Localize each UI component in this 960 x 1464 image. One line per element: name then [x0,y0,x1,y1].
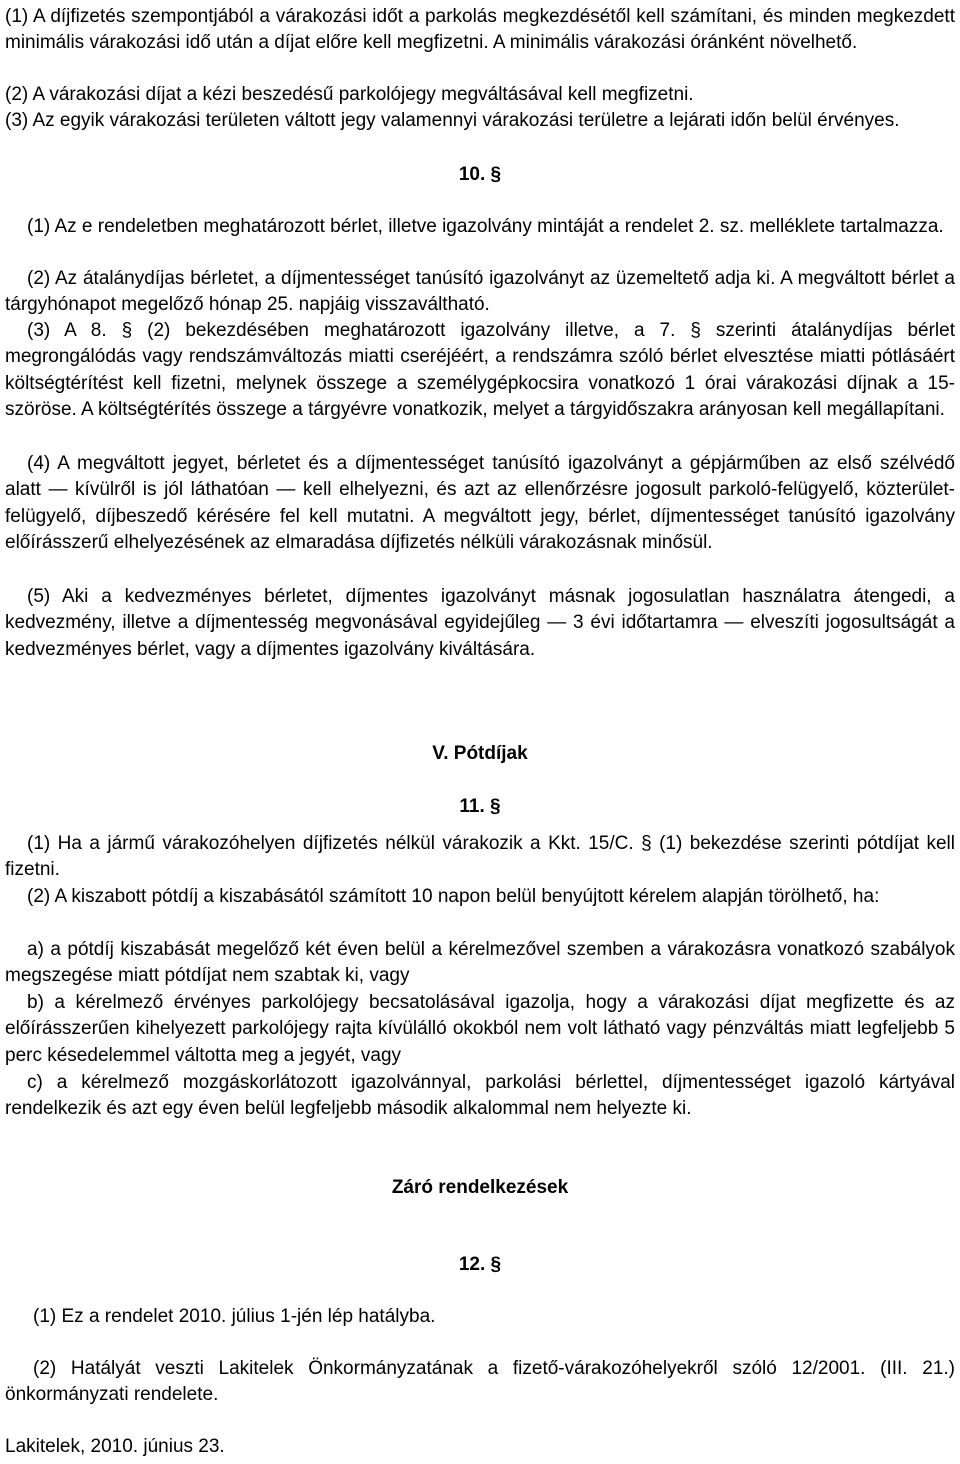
place-and-date: Lakitelek, 2010. június 23. [5,1436,225,1457]
sec10-para-3: (3) A 8. § (2) bekezdésében meghatározott igazolvány illetve, a 7. § szerinti átalánydíjas bérlet megrongálódás vagy rendszámváltozás miatti cseréjéért, a rendszámra szóló bérlet elvesztése miatti pótlásáért költségtérítést kell fizetni, melynek összege a személygépkocsira vonatkozó 1 órai várakozási díjnak a 15-szöröse. A költségtérítés összege a tárgyévre vonatkozik, melyet a tárgyidőszakra arányosan kell megállapítani. [5,320,955,421]
sec11-para-2: (2) A kiszabott pótdíj a kiszabásától számított 10 napon belül benyújtott kérelem alapján törölhető, ha: [27,886,880,907]
sec11-para-b: b) a kérelmező érvényes parkolójegy becsatolásával igazolja, hogy a várakozási díjat megfizette és az előírásszerűen kihelyezett parkolójegy rajta kívülálló okokból nem volt látható vagy pénzváltás miatt legfeljebb 5 perc késedelemmel váltotta meg a jegyét, vagy [5,992,955,1066]
section-12-title: 12. § [458,1254,502,1275]
sec10-para-1: (1) Az e rendeletben meghatározott bérlet, illetve igazolvány mintáját a rendelet 2. sz. melléklete tartalmazza. [27,216,944,237]
sec11-para-c: c) a kérelmező mozgáskorlátozott igazolvánnyal, parkolási bérlettel, díjmentességet igazoló kártyával rendelkezik és azt egy éven belül legfeljebb második alkalommal nem helyezte ki. [5,1072,955,1120]
sec10-para-4: (4) A megváltott jegyet, bérletet és a díjmentességet tanúsító igazolványt a gépjárműben az első szélvédő alatt — kívülről is jól láthatóan — kell elhelyezni, és azt az ellenőrzésre jogosult parkoló-felügyelő, közterület-felügyelő, díjbeszedő kérésére fel kell mutatni. A megváltott jegy, bérlet, díjmentességet tanúsító igazolvány előírásszerű elhelyezésének az elmaradása díjfizetés nélküli várakozásnak minősül. [5,453,955,554]
sec11-para-1: (1) Ha a jármű várakozóhelyen díjfizetés nélkül várakozik a Kkt. 15/C. § (1) bekezdése szerinti pótdíjat kell fizetni. [5,833,955,881]
sec10-para-5: (5) Aki a kedvezményes bérletet, díjmentes igazolványt másnak jogosulatlan használatra átengedi, a kedvezmény, illetve a díjmentesség megvonásával egyidejűleg — 3 évi időtartamra — elveszíti jogosultságát a kedvezményes bérlet, vagy a díjmentes igazolvány kiváltására. [5,586,955,660]
section-11-title: 11. § [459,796,501,817]
sec11-para-a: a) a pótdíj kiszabását megelőző két éven belül a kérelmezővel szemben a várakozásra vonatkozó szabályok megszegése miatt pótdíjat nem szabtak ki, vagy [5,939,955,987]
sec10-para-2: (2) Az átalánydíjas bérletet, a díjmentességet tanúsító igazolványt az üzemeltető adja ki. A megváltott bérlet a tárgyhónapot megelőző hónap 25. napjáig visszaváltható. [5,268,955,316]
sec9-para-2: (2) A várakozási díjat a kézi beszedésű parkolójegy megváltásával kell megfizetni. [5,84,694,105]
sec9-para-3: (3) Az egyik várakozási területen váltott jegy valamennyi várakozási területre a lejárati időn belül érvényes. [5,110,900,131]
sec9-para-1: (1) A díjfizetés szempontjából a várakozási időt a parkolás megkezdésétől kell számítani, és minden megkezdett minimális várakozási idő után a díjat előre kell megfizetni. A minimális várakozási óránként növelhető. [5,6,955,54]
section-10-title: 10. § [458,164,502,185]
sec12-para-2: (2) Hatályát veszti Lakitelek Önkormányzatának a fizető-várakozóhelyekről szóló 12/2001. (III. 21.) önkormányzati rendelete. [5,1358,955,1406]
sec12-para-1: (1) Ez a rendelet 2010. július 1-jén lép hatályba. [33,1306,436,1327]
chapter-5-title: V. Pótdíjak [432,743,528,764]
closing-provisions-title: Záró rendelkezések [391,1177,569,1198]
